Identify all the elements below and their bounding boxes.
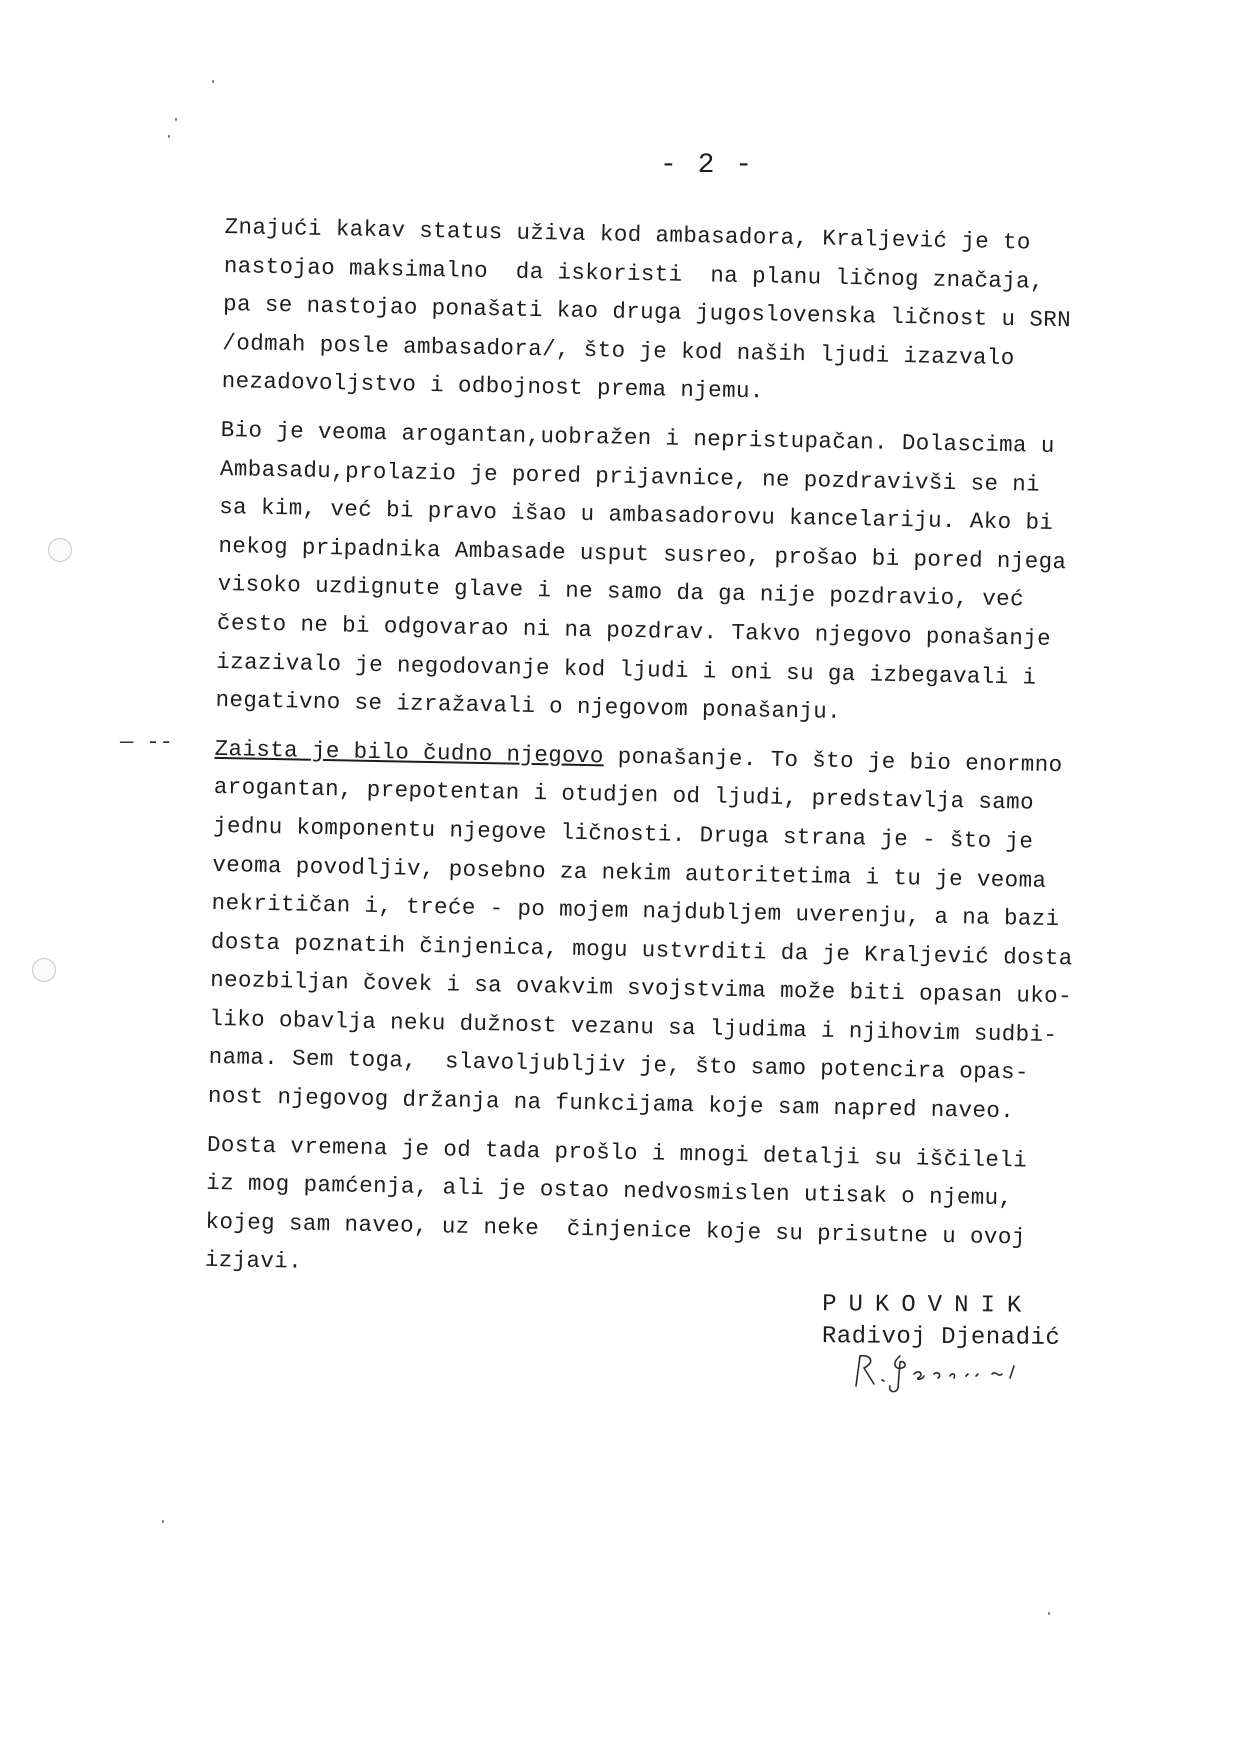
text-line: Znajući kakav status uživa kod ambasadora, Kraljević je to (224, 213, 1032, 256)
page-number: - 2 - (660, 150, 755, 181)
text-line: kojeg sam naveo, uz neke činjenice koje su prisutne u ovoj (205, 1208, 1026, 1251)
text-line: nezadovoljstvo i odbojnost prema njemu. (221, 368, 765, 405)
text-line: često ne bi odgovarao ni na pozdrav. Takvo njegovo ponašanje (216, 609, 1052, 652)
statement-body (204, 208, 1165, 1308)
scan-speck (175, 118, 177, 121)
text-line: Ambasadu,prolazio je pored prijavnice, ne pozdravivši se ni (219, 455, 1041, 498)
text-line: iz mog pamćenja, ali je ostao nedvosmislen utisak o njemu, (206, 1170, 1013, 1212)
text-line: nost njegovog držanja na funkcijama koje sam napred naveo. (207, 1082, 1015, 1125)
text-line: neozbiljan čovek i sa ovakvim svojstvima može biti opasan uko- (209, 967, 1073, 1010)
text-line: nama. Sem toga, slavoljubljiv je, što samo potencira opas- (208, 1044, 1030, 1087)
text-line: sa kim, već bi pravo išao u ambasadorovu kancelariju. Ako bi (219, 494, 1054, 537)
text-line: negativno se izražavali o njegovom ponašanju. (215, 687, 842, 726)
text-line: arogantan, prepotentan i otudjen od ljudi, predstavlja samo (213, 774, 1035, 816)
text-line: Dosta vremena je od tada prošlo i mnogi detalji su iščileli (206, 1131, 1028, 1174)
text-line: izjavi. (204, 1247, 303, 1276)
punch-hole-bottom (32, 958, 56, 982)
signer-rank: PUKOVNIK (822, 1291, 1034, 1320)
scan-speck (1048, 1612, 1050, 1615)
text-line: nekog pripadnika Ambasade usput susreo, prošao bi pored njega (218, 532, 1067, 575)
text-line: liko obavlja neku dužnost vezanu sa ljudima i njihovim sudbi- (209, 1005, 1058, 1049)
text-fragment: ponašanje. To što je bio enormno (603, 743, 1063, 778)
signature-block (822, 1289, 1061, 1355)
text-line: nastojao maksimalno da iskoristi na planu ličnog značaja, (223, 252, 1045, 295)
text-line: visoko uzdignute glave i ne samo da ga nije pozdravio, već (217, 571, 1025, 613)
text-line: jednu komponentu njegove ličnosti. Druga strana je - što je (212, 812, 1034, 855)
signer-name: Radivoj Djenadić (821, 1323, 1061, 1352)
paragraph-4 (204, 1125, 1147, 1297)
text-line: nekritičan i, treće - po mojem najdubljem uverenju, a na bazi (211, 889, 1060, 933)
punch-hole-top (48, 538, 72, 562)
text-line: /odmah posle ambasadora/, što je kod naših ljudi izazvalo (222, 329, 1015, 371)
scan-speck (162, 1520, 164, 1523)
paragraph-3 (208, 730, 1155, 1134)
paragraph-2 (215, 411, 1161, 738)
text-line: Bio je veoma arogantan,uobražen i nepristupačan. Dolascima u (220, 416, 1055, 459)
paragraph-1 (221, 208, 1165, 419)
margin-mark: — -- (120, 730, 173, 755)
handwritten-signature (842, 1348, 1072, 1398)
scan-speck (212, 80, 214, 83)
text-line: dosta poznatih činjenica, mogu ustvrditi da je Kraljević dosta (210, 928, 1073, 972)
text-line: izazivalo je negodovanje kod ljudi i oni su ga izbegavali i (216, 648, 1037, 691)
scan-speck (168, 135, 170, 138)
text-line: pa se nastojao ponašati kao druga jugoslovenska ličnost u SRN (222, 291, 1072, 334)
text-line: veoma povodljiv, posebno za nekim autoritetima i tu je veoma (212, 851, 1047, 894)
underlined-phrase: Zaista je bilo čudno njegovo (214, 735, 605, 770)
